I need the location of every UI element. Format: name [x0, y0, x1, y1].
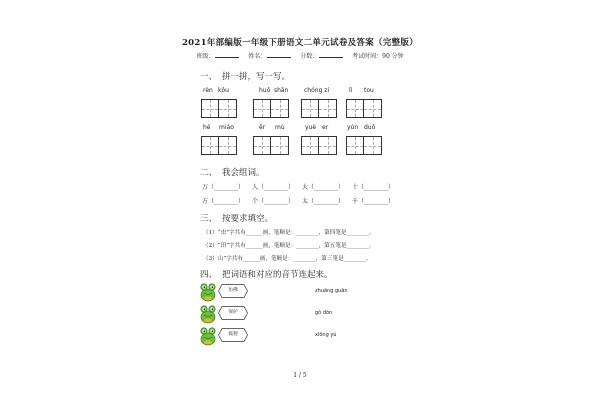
tianzige-box[interactable] [201, 99, 237, 118]
word-hexagon[interactable] [218, 306, 248, 320]
zuci-item[interactable]: 人（________） [252, 184, 295, 191]
pinyin-label: huǒ [259, 87, 271, 94]
zuci-item[interactable]: 千（________） [352, 198, 395, 205]
pinyin-label: chóng zi [304, 87, 330, 94]
tianzige-box[interactable] [301, 99, 337, 118]
match-word: 狐狸 [228, 332, 238, 337]
frog-icon [199, 326, 217, 346]
tianzige-box[interactable] [201, 136, 237, 155]
match-word: 保护 [228, 310, 238, 315]
zuci-item[interactable]: 万（________） [202, 184, 245, 191]
pinyin-label: mù [275, 124, 285, 131]
section-number: 三、 [200, 214, 218, 224]
tianzige-box[interactable] [346, 99, 382, 118]
pinyin-label: hé [203, 124, 211, 131]
pinyin-label: shān [274, 87, 289, 94]
zuci-item[interactable]: 大（________） [302, 184, 345, 191]
match-syllable[interactable]: xiōng yú [315, 332, 337, 338]
pinyin-label: er [322, 124, 329, 131]
section-1-heading [200, 70, 290, 82]
tianzige-box[interactable] [346, 136, 382, 155]
match-syllable[interactable]: gǒ dōn [315, 310, 333, 316]
name-blank [267, 57, 291, 58]
section-number: 二、 [200, 168, 218, 178]
score-field: 分数： [300, 53, 344, 60]
section-number: 一、 [200, 72, 218, 82]
zuci-item[interactable]: 十（________） [352, 184, 395, 191]
score-blank [319, 57, 343, 58]
tianzige-box[interactable] [301, 136, 337, 155]
student-info-line [0, 51, 600, 60]
match-syllable[interactable]: zhuāng guān [315, 288, 348, 294]
class-blank [215, 57, 239, 58]
zuci-item[interactable]: 太（________） [302, 198, 345, 205]
tianzige-box[interactable] [253, 136, 289, 155]
tianzige-box[interactable] [253, 99, 289, 118]
pinyin-row-1 [203, 87, 403, 99]
name-field: 姓名： [248, 53, 292, 60]
word-hexagon[interactable] [218, 328, 248, 342]
zuci-item[interactable]: 个（________） [252, 198, 295, 205]
fill-row[interactable]: （1）“虫”字共有______画，笔顺是：________，第四笔是________。 [203, 230, 375, 236]
exam-time: 考试时间：90 分钟 [352, 53, 404, 60]
fill-row[interactable]: （3）山”字共有______画，笔顺是：________，第三笔是________。 [203, 256, 372, 262]
section-3-heading [200, 212, 273, 224]
pinyin-label: tou [364, 87, 374, 94]
section-number: 四、 [200, 270, 218, 280]
section-title: 把词语和对应的音节连起来。 [222, 270, 333, 280]
pinyin-label: ěr [259, 124, 266, 131]
section-4-heading [200, 268, 333, 280]
pinyin-label: yuè [305, 124, 317, 131]
pinyin-label: miáo [219, 124, 234, 131]
section-title: 按要求填空。 [222, 214, 274, 224]
frog-icon [199, 304, 217, 324]
section-title: 我会组词。 [222, 168, 265, 178]
class-field: 班级： [196, 53, 240, 60]
section-title: 拼一拼，写一写。 [222, 72, 291, 82]
fill-row[interactable]: （2）“田”字共有______画，笔顺是：________，第五笔是________。 [203, 243, 375, 249]
zuci-item[interactable]: 方（________） [202, 198, 245, 205]
pinyin-label: duǒ [364, 124, 376, 131]
page-number: 1 / 5 [293, 372, 307, 379]
pinyin-label: yún [347, 124, 359, 131]
document-title: 2021年部编版一年级下册语文二单元试卷及答案（完整版） [181, 38, 419, 48]
pinyin-label: rèn [203, 87, 213, 94]
match-word: 仿佛 [228, 288, 238, 293]
frog-icon [199, 282, 217, 302]
section-2-heading [200, 166, 265, 178]
pinyin-label: kǒu [218, 87, 229, 94]
pinyin-label: lì [349, 87, 353, 94]
pinyin-row-2 [203, 124, 403, 136]
word-hexagon[interactable] [218, 284, 248, 298]
